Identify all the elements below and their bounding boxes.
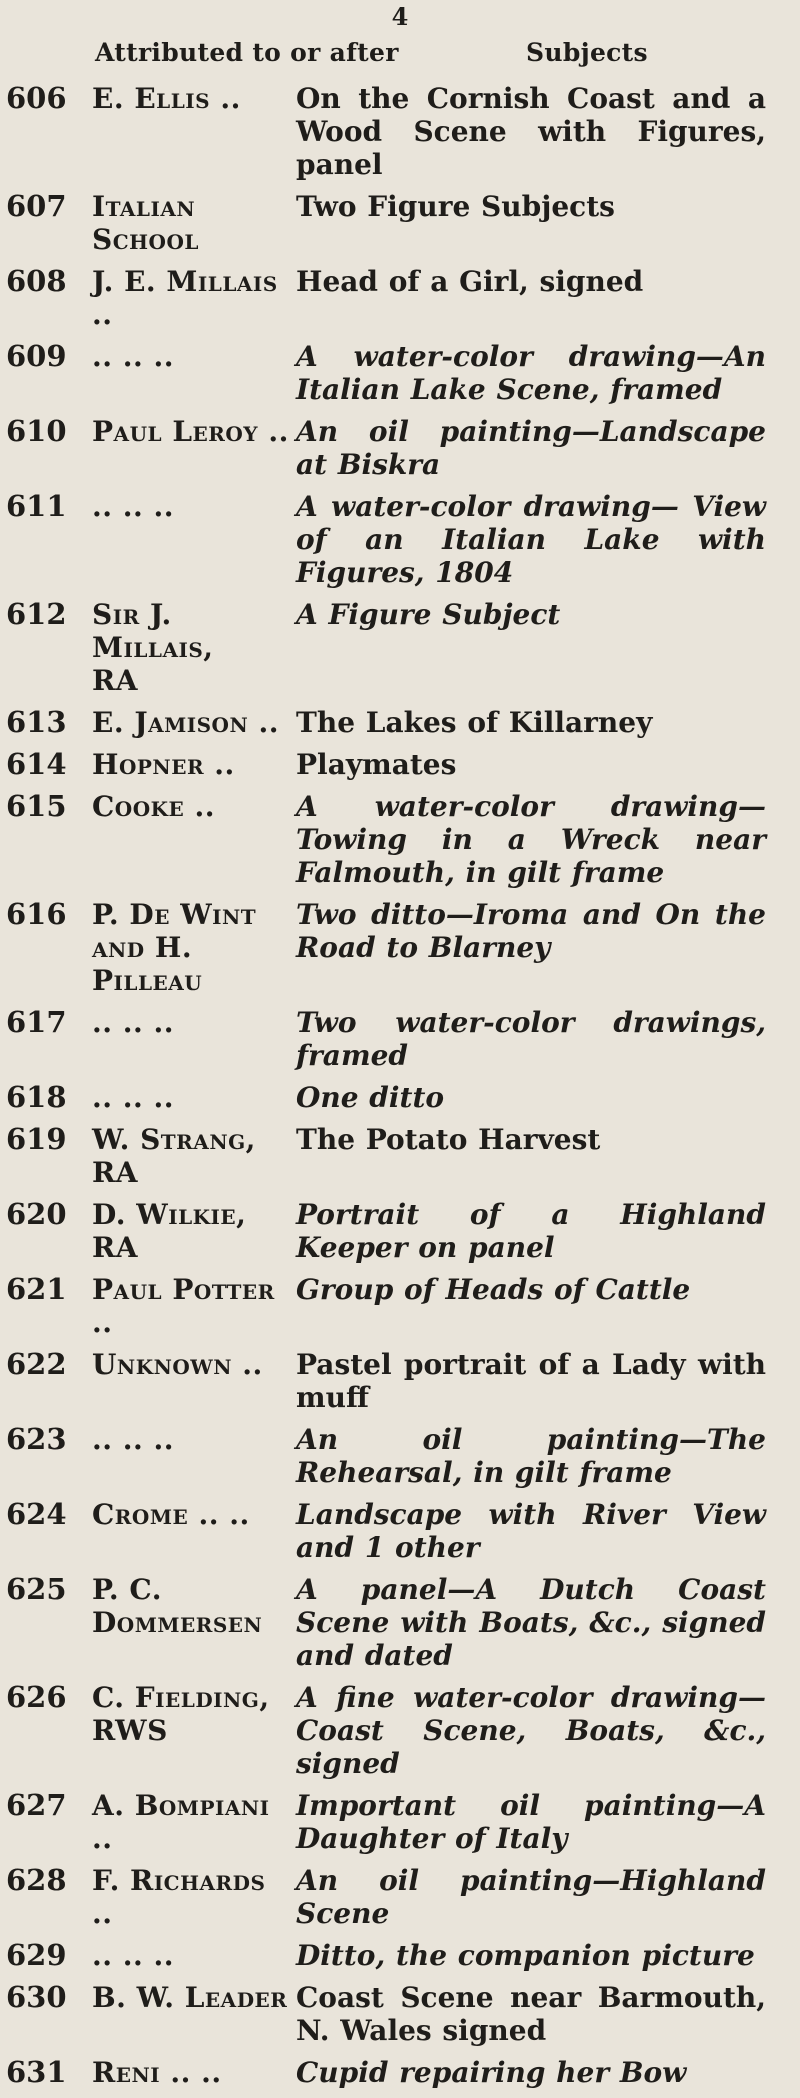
subject-description: A Figure Subject bbox=[296, 598, 561, 631]
catalogue-entry bbox=[0, 190, 800, 256]
subject-description: A water-color drawing— View of an Italian Lake with Figures, 1804 bbox=[296, 490, 766, 589]
catalogue-entry bbox=[0, 1123, 800, 1189]
artist-name: Crome .. .. bbox=[92, 1498, 250, 1531]
artist-name: .. .. .. bbox=[92, 1006, 174, 1039]
subject-description: Playmates bbox=[296, 748, 457, 781]
catalogue-entry bbox=[0, 748, 800, 781]
artist-name: Reni .. .. bbox=[92, 2056, 222, 2089]
artist-name: W. Strang, RA bbox=[92, 1123, 256, 1189]
lot-number: 609 bbox=[6, 339, 67, 373]
artist-name: E. Jamison .. bbox=[92, 706, 279, 739]
catalogue-entry bbox=[0, 1939, 800, 1972]
lot-number: 617 bbox=[6, 1005, 67, 1039]
catalogue-entry bbox=[0, 1273, 800, 1339]
lot-number: 621 bbox=[6, 1272, 67, 1306]
artist-name: .. .. .. bbox=[92, 1423, 174, 1456]
artist-name: Paul Leroy .. bbox=[92, 415, 289, 448]
lot-number: 614 bbox=[6, 747, 67, 781]
catalogue-entry bbox=[0, 1348, 800, 1414]
lot-number: 618 bbox=[6, 1080, 67, 1114]
catalogue-entry bbox=[0, 706, 800, 739]
catalogue-entry bbox=[0, 1198, 800, 1264]
lot-number: 612 bbox=[6, 597, 67, 631]
artist-name: Unknown .. bbox=[92, 1348, 263, 1381]
catalogue-entry bbox=[0, 1081, 800, 1114]
catalogue-entry bbox=[0, 1573, 800, 1672]
lot-number: 607 bbox=[6, 189, 67, 223]
artist-name: A. Bompiani .. bbox=[92, 1789, 270, 1855]
lot-number: 625 bbox=[6, 1572, 67, 1606]
artist-name: E. Ellis .. bbox=[92, 82, 241, 115]
artist-name: P. De Wint and H. Pilleau bbox=[92, 898, 257, 997]
artist-name: Paul Potter .. bbox=[92, 1273, 275, 1339]
lot-number: 627 bbox=[6, 1788, 67, 1822]
subject-description: Portrait of a Highland Keeper on panel bbox=[296, 1198, 766, 1264]
lot-number: 620 bbox=[6, 1197, 67, 1231]
artist-name: .. .. .. bbox=[92, 490, 174, 523]
subject-description: A water-color drawing—Towing in a Wreck near Falmouth, in gilt frame bbox=[296, 790, 766, 889]
subject-description: Ditto, the companion picture bbox=[296, 1939, 755, 1972]
subject-description: Head of a Girl, signed bbox=[296, 265, 644, 298]
lot-number: 631 bbox=[6, 2055, 67, 2089]
artist-name: .. .. .. bbox=[92, 340, 174, 373]
lot-number: 628 bbox=[6, 1863, 67, 1897]
subject-description: The Potato Harvest bbox=[296, 1123, 601, 1156]
subject-description: On the Cornish Coast and a Wood Scene with Figures, panel bbox=[296, 82, 766, 181]
subject-description: Group of Heads of Cattle bbox=[296, 1273, 691, 1306]
catalogue-entry bbox=[0, 340, 800, 406]
artist-name: Hopner .. bbox=[92, 748, 235, 781]
artist-name: F. Richards .. bbox=[92, 1864, 266, 1930]
lot-number: 615 bbox=[6, 789, 67, 823]
catalogue-entry bbox=[0, 1681, 800, 1780]
artist-name: C. Fielding, RWS bbox=[92, 1681, 270, 1747]
subject-description: An oil painting—Highland Scene bbox=[296, 1864, 766, 1930]
subject-description: Pastel portrait of a Lady with muff bbox=[296, 1348, 766, 1414]
subject-description: Two ditto—Iroma and On the Road to Blarney bbox=[296, 898, 766, 964]
lot-number: 622 bbox=[6, 1347, 67, 1381]
lot-number: 626 bbox=[6, 1680, 67, 1714]
subject-description: A fine water-color drawing—Coast Scene, Boats, &c., signed bbox=[296, 1681, 766, 1780]
catalogue-entry bbox=[0, 1498, 800, 1564]
page-number: 4 bbox=[391, 2, 409, 31]
lot-number: 606 bbox=[6, 81, 67, 115]
subject-description: An oil painting—The Rehearsal, in gilt frame bbox=[296, 1423, 766, 1489]
subject-description: Important oil painting—A Daughter of Italy bbox=[296, 1789, 766, 1855]
catalogue-entry bbox=[0, 1423, 800, 1489]
catalogue-entries bbox=[0, 82, 800, 2098]
subject-description: The Lakes of Killarney bbox=[296, 706, 653, 739]
subject-description: Two water-color drawings, framed bbox=[296, 1006, 766, 1072]
lot-number: 630 bbox=[6, 1980, 67, 2014]
artist-name: B. W. Leader bbox=[92, 1981, 288, 2014]
lot-number: 613 bbox=[6, 705, 67, 739]
artist-name: .. .. .. bbox=[92, 1939, 174, 1972]
catalogue-entry bbox=[0, 1789, 800, 1855]
artist-name: Sir J. Millais, RA bbox=[92, 598, 214, 697]
subject-description: A panel—A Dutch Coast Scene with Boats, &c., signed and dated bbox=[296, 1573, 766, 1672]
artist-name: P. C. Dommersen bbox=[92, 1573, 263, 1639]
subject-description: Landscape with River View and 1 other bbox=[296, 1498, 766, 1564]
lot-number: 608 bbox=[6, 264, 67, 298]
attributed-column-header: Attributed to or after bbox=[95, 38, 399, 67]
lot-number: 623 bbox=[6, 1422, 67, 1456]
lot-number: 629 bbox=[6, 1938, 67, 1972]
catalogue-entry bbox=[0, 1981, 800, 2047]
lot-number: 616 bbox=[6, 897, 67, 931]
subject-description: An oil painting—Landscape at Biskra bbox=[296, 415, 766, 481]
catalogue-entry bbox=[0, 415, 800, 481]
catalogue-entry bbox=[0, 1006, 800, 1072]
catalogue-entry bbox=[0, 490, 800, 589]
catalogue-entry bbox=[0, 898, 800, 997]
artist-name: .. .. .. bbox=[92, 1081, 174, 1114]
catalogue-entry bbox=[0, 1864, 800, 1930]
lot-number: 624 bbox=[6, 1497, 67, 1531]
artist-name: D. Wilkie, RA bbox=[92, 1198, 247, 1264]
subjects-column-header: Subjects bbox=[526, 38, 648, 67]
subject-description: Coast Scene near Barmouth, N. Wales signed bbox=[296, 1981, 766, 2047]
lot-number: 610 bbox=[6, 414, 67, 448]
artist-name: Cooke .. bbox=[92, 790, 215, 823]
subject-description: Two Figure Subjects bbox=[296, 190, 615, 223]
catalogue-entry bbox=[0, 2056, 800, 2089]
catalogue-entry bbox=[0, 265, 800, 331]
catalogue-entry bbox=[0, 598, 800, 697]
lot-number: 611 bbox=[6, 489, 67, 523]
subject-description: Cupid repairing her Bow bbox=[296, 2056, 687, 2089]
subject-description: One ditto bbox=[296, 1081, 445, 1114]
catalogue-entry bbox=[0, 82, 800, 181]
catalogue-entry bbox=[0, 790, 800, 889]
artist-name: J. E. Millais .. bbox=[92, 265, 278, 331]
lot-number: 619 bbox=[6, 1122, 67, 1156]
subject-description: A water-color drawing—An Italian Lake Scene, framed bbox=[296, 340, 766, 406]
artist-name: Italian School bbox=[92, 190, 199, 256]
